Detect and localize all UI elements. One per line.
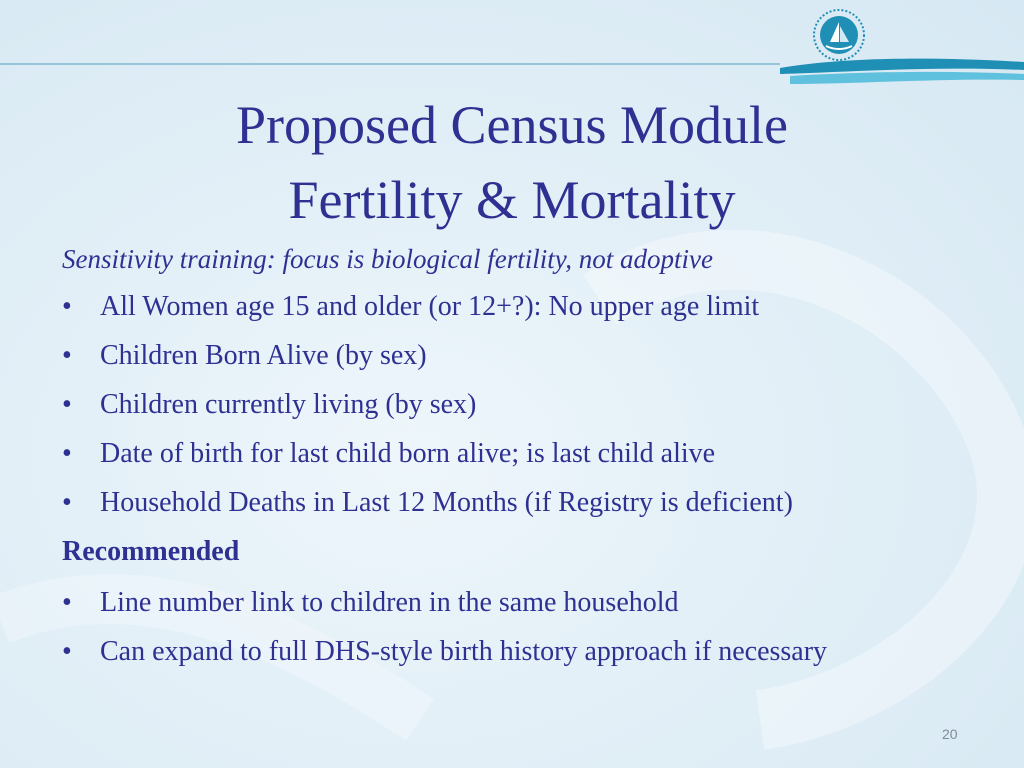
list-item: • Date of birth for last child born alive; is last child alive — [62, 438, 716, 469]
bullet-dot: • — [62, 487, 72, 518]
list-item: • Children Born Alive (by sex) — [62, 340, 427, 371]
bullet-dot: • — [62, 389, 72, 420]
bullet-dot: • — [62, 587, 72, 618]
sensitivity-note: Sensitivity training: focus is biological fertility, not adoptive — [62, 244, 713, 274]
slide-title-line2: Fertility & Mortality — [288, 170, 736, 230]
header-wave — [0, 0, 1024, 90]
list-item: • Children currently living (by sex) — [62, 389, 477, 420]
bullet-dot: • — [62, 291, 72, 322]
bullet-dot: • — [62, 438, 72, 469]
bullet-dot: • — [62, 340, 72, 371]
slide-title-line1: Proposed Census Module — [236, 95, 788, 155]
criteria-list — [62, 290, 962, 535]
page-number: 20 — [942, 726, 958, 742]
recommended-list — [62, 586, 962, 669]
list-item: • Line number link to children in the same household — [62, 587, 679, 618]
list-item: • Household Deaths in Last 12 Months (if Registry is deficient) — [62, 487, 793, 518]
list-item: • All Women age 15 and older (or 12+?): No upper age limit — [62, 291, 760, 322]
recommended-heading: Recommended — [62, 536, 240, 567]
bullet-dot: • — [62, 636, 72, 667]
spc-logo-icon — [812, 8, 866, 62]
list-item: • Can expand to full DHS-style birth history approach if necessary — [62, 636, 828, 667]
